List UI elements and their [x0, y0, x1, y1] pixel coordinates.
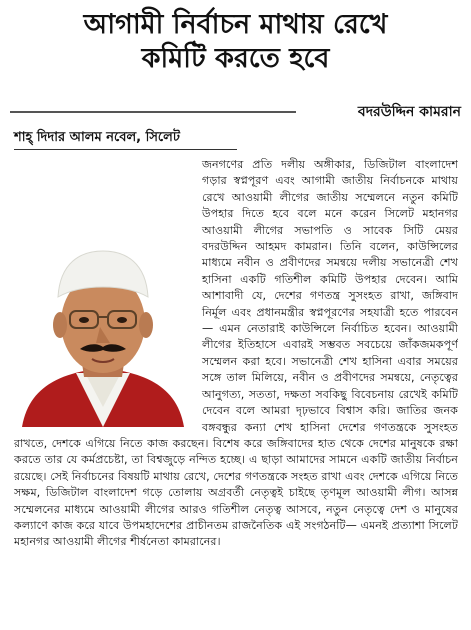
article-body — [14, 157, 458, 621]
headline — [0, 8, 471, 76]
byline-row — [10, 100, 461, 122]
byline-rule — [10, 111, 296, 113]
portrait-photo — [14, 231, 192, 427]
dateline: শাহ্ দিদার আলম নবেল, সিলেট — [14, 130, 180, 145]
headline-line-2: কমিটি করতে হবে — [141, 42, 330, 74]
author-name: বদরউদ্দিন কামরান — [357, 104, 461, 120]
headline-line-1: আগামী নির্বাচন মাথায় রেখে — [83, 9, 388, 40]
portrait-icon — [14, 231, 192, 427]
article-text: জনগণের প্রতি দলীয় অঙ্গীকার, ডিজিটাল বাংলাদেশ গড়ার স্বপ্নপূরণ এবং আগামী জাতীয় নির্বাচনকে মাথায় রেখে আওয়ামী লীগের জাতীয় সম্মেলনে নতুন কমিটি উপহার দিতে হবে বলে মনে করেন সিলেট মহানগর আওয়ামী লীগের সভাপতি ও সাবেক সিটি মেয়র বদরউদ্দিন আহমদ কামরান। তিনি বলেন, কাউন্সিলের মাধ্যমে নবীন ও প্রবীণদের সমন্বয়ে দলীয় সভানেত্রী শেখ হাসিনা একটি গতিশীল কমিটি উপহার দেবেন। আমি আশাবাদী যে, দেশের গণতন্ত্র সুসংহত রাখা, জঙ্গিবাদ নির্মূল এবং প্রধানমন্ত্রীর স্বপ্নপূরণের সহযাত্রী হতে পারবেন— এমন নেতারাই কাউন্সিলে নির্বাচিত হবেন। আওয়ামী লীগের ইতিহাসে এবারই সম্ভবত সবচেয়ে জাঁকজমকপূর্ণ সম্মেলন করা হবে। সভানেত্রী শেখ হাসিনা এবার সময়ের সঙ্গে তাল মিলিয়ে, নবীন ও প্রবীণদের সমন্বয়ে, নেতৃত্বের আনুগত্য, সততা, দক্ষতা সবকিছু বিবেচনায় রেখেই কমিটি দেবেন বলে আমরা দৃঢ়ভাবে বিশ্বাস করি। জাতির জনক বঙ্গবন্ধুর কন্যা শেখ হাসিনা দেশের গণতন্ত্রকে সুসংহত রাখতে, দেশকে এগিয়ে নিতে কাজ করছেন। বিশেষ করে জঙ্গিবাদের হাত থেকে দেশের মানুষকে রক্ষা করতে তার যে কর্মপ্রচেষ্টা, তা বিশ্বজুড়ে নন্দিত হচ্ছে। এ ছাড়া আমাদের সামনে একটি জাতীয় নির্বাচন রয়েছে। সেই নির্বাচনের বিষয়টি মাথায় রেখে, দেশের গণতন্ত্রকে সংহত রাখা এবং দেশকে এগিয়ে নিতে সক্ষম, ডিজিটাল বাংলাদেশ গড়ে তোলায় অগ্রবর্তী নেতৃত্বই চাইছে তৃণমূল আওয়ামী লীগ। আসন্ন সম্মেলনের মাধ্যমে আওয়ামী লীগের আরও গতিশীল নেতৃত্ব আসবে, নতুন নেতৃত্বে দেশ ও মানুষের কল্যাণে কাজ করে যাবে উপমহাদেশের প্রাচীনতম রাজনৈতিক এই সংগঠনটি— এমনই প্রত্যাশা সিলেট মহানগর আওয়ামী লীগের শীর্ষনেতা কামরানের। — [14, 158, 458, 549]
dateline-rule — [14, 149, 237, 150]
